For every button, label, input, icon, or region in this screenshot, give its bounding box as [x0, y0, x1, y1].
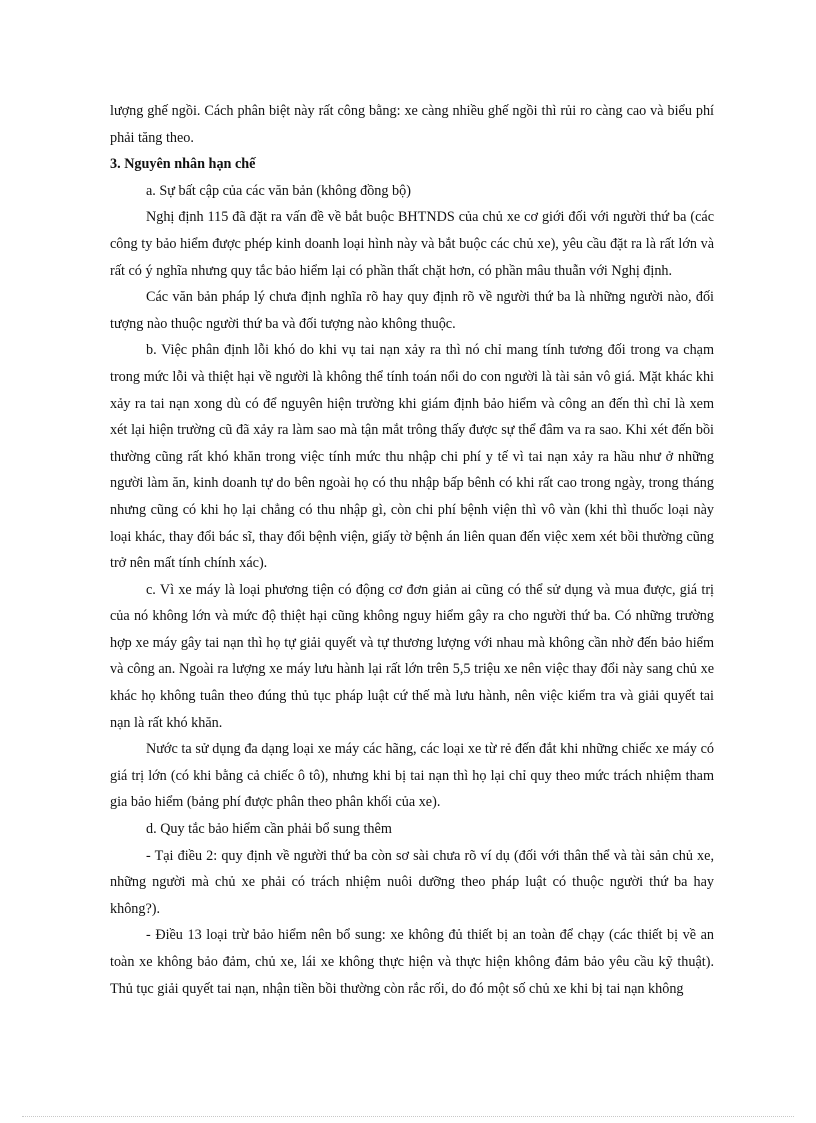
page-bottom-divider: [22, 1116, 794, 1117]
paragraph: Nghị định 115 đã đặt ra vấn đề về bắt buộc BHTNDS của chủ xe cơ giới đối với người thứ ba (các công ty bảo hiểm được phép kinh doanh loại hình này và bắt buộc các chủ xe), yêu cầu đặt ra là rất lớn và rất có ý nghĩa nhưng quy tắc bảo hiểm lại có phần thất chặt hơn, có phần mâu thuẫn với Nghị định.: [110, 209, 714, 279]
paragraph: Các văn bản pháp lý chưa định nghĩa rõ hay quy định rõ về người thứ ba là những người nào, đối tượng nào thuộc người thứ ba và đối tượng nào không thuộc.: [110, 289, 714, 332]
list-item: - Tại điều 2: quy định về người thứ ba còn sơ sài chưa rõ ví dụ (đối với thân thể và tài sản chủ xe, những người mà chủ xe phải có trách nhiệm nuôi dưỡng theo pháp luật có thuộc người thứ ba hay không?).: [110, 847, 714, 917]
subsection-a-title: a. Sự bất cập của các văn bản (không đồng bộ): [146, 182, 411, 199]
subsection-c-paragraph: c. Vì xe máy là loại phương tiện có động cơ đơn giản ai cũng có thể sử dụng và mua được, giá trị của nó không lớn và mức độ thiệt hại cũng không nguy hiểm gây ra cho người thứ ba. Có những trường hợp xe máy gây tai nạn thì họ tự giải quyết và tự thương lượng với nhau mà không cần nhờ đến bảo hiểm và công an. Ngoài ra lượng xe máy lưu hành lại rất lớn trên 5,5 triệu xe nên việc thay đổi này sang chủ xe khác họ không tuân theo đúng thủ tục pháp luật cứ thế mà lưu hành, nên việc kiểm tra và giải quyết tai nạn là rất khó khăn.: [110, 581, 714, 731]
subsection-d-title: d. Quy tắc bảo hiểm cần phải bổ sung thêm: [146, 821, 392, 838]
document-body: [110, 98, 714, 1002]
subsection-b-paragraph: b. Việc phân định lỗi khó do khi vụ tai nạn xảy ra thì nó chỉ mang tính tương đối trong va chạm trong mức lỗi và thiệt hại về người là không thể tính toán nổi do con người là tài sản vô giá. Mặt khác khi xảy ra tai nạn xong dù có để nguyên hiện trường khi giám định bảo hiểm và công an đến thì chỉ là xem xét lại hiện trường cũ đã xảy ra làm sao mà tận mắt trông thấy được sự thể đâm va ra sao. Khi xét đến bồi thường cũng rất khó khăn trong việc tính mức thu nhập chi phí y tế vì tai nạn xảy ra hầu như ở những người làm ăn, kinh doanh tự do bên ngoài họ có thu nhập bấp bênh có khi rất cao trong ngày, trong tháng nhưng cũng có khi họ lại chẳng có thu nhập gì, còn chi phí bệnh viện thì vô vàn (khi thì thuốc loại này loại khác, thay đổi bác sĩ, thay đổi bệnh viện, giấy tờ bệnh án liên quan đến việc xem xét bồi thường cũng trở nên mất tính chính xác).: [110, 342, 714, 572]
paragraph-continuation: lượng ghế ngồi. Cách phân biệt này rất công bằng: xe càng nhiều ghế ngồi thì rủi ro càng cao và biểu phí phải tăng theo.: [110, 103, 714, 146]
paragraph: Nước ta sử dụng đa dạng loại xe máy các hãng, các loại xe từ rẻ đến đắt khi những chiếc xe máy có giá trị lớn (có khi bằng cả chiếc ô tô), nhưng khi bị tai nạn thì họ lại chỉ quy theo mức trách nhiệm tham gia bảo hiểm (bảng phí được phân theo phân khối của xe).: [110, 741, 714, 811]
section-heading: 3. Nguyên nhân hạn chế: [110, 156, 256, 173]
list-item: - Điều 13 loại trừ bảo hiểm nên bổ sung: xe không đủ thiết bị an toàn để chạy (các thiết bị về an toàn xe không bảo đảm, chủ xe, lái xe không thực hiện và thực hiện không đảm bảo yêu cầu kỹ thuật). Thủ tục giải quyết tai nạn, nhận tiền bồi thường còn rắc rối, do đó một số chủ xe khi bị tai nạn không: [110, 927, 714, 997]
